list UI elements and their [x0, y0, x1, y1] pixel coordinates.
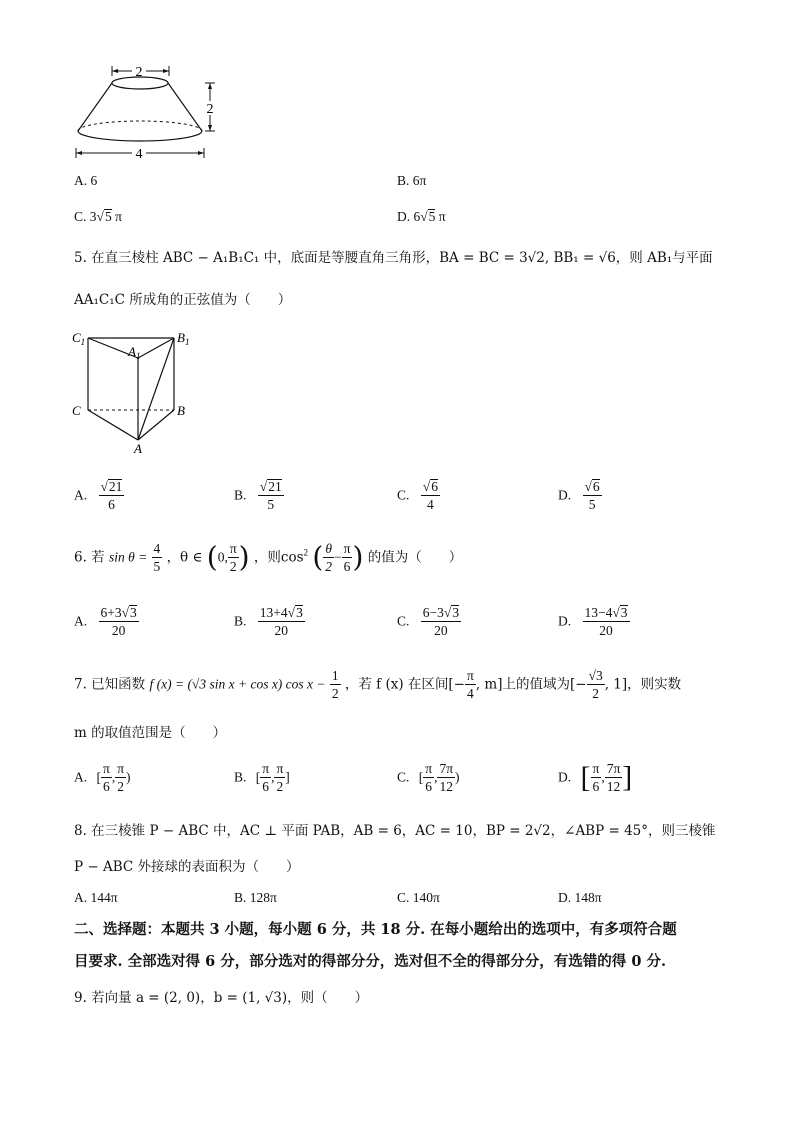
q8-option-d: D. 148π [558, 890, 602, 905]
prism-figure [66, 326, 196, 458]
svg-text:B1: $B_1$ [177, 330, 190, 347]
svg-text:B: B [177, 403, 185, 418]
q6-option-d: D. $\frac{13-4√3}{20}$ [558, 605, 628, 638]
q6-stem: 6. 若 sin θ = $\frac{4}{5}$ ，θ ∈ (0, $\frac{\pi}{2}$ ) ，则$\cos^2$ ( $\frac{\theta}{2}$ − $\frac{\pi}{6}$ ) 的值为（ ） [74, 540, 463, 574]
bottom-width-label: 4 [135, 147, 143, 162]
q7-option-a: A. [ $\frac{\pi}{6}$ , $\frac{\pi}{2}$ ) [74, 761, 131, 794]
q4-c-suffix: π [115, 209, 122, 224]
q4-option-c [74, 209, 122, 225]
q4-c-root: √5 [96, 209, 112, 224]
q8-option-c: C. 140π [397, 890, 440, 905]
frustum-figure [70, 60, 220, 165]
q5-option-d: D. $\frac{√6}{5}$ [558, 479, 600, 512]
q4-option-b: B. 6π [397, 173, 427, 188]
q4-c-prefix: C. 3 [74, 209, 97, 224]
q5-line1: 5. 在直三棱柱 ABC − A₁B₁C₁ 中，底面是等腰直角三角形，BA = BC = 3√2, BB₁ = √6，则 AB₁与平面 [74, 250, 713, 266]
q5-option-c: C. $\frac{√6}{4}$ [397, 479, 438, 512]
q4-d-root: √5 [420, 209, 436, 224]
svg-text:C1: $C_1$ [72, 330, 86, 347]
q7-option-c: C. [ $\frac{\pi}{6}$ , $\frac{7\pi}{12}$ ) [397, 761, 460, 794]
section2-line2: 目要求. 全部选对得 6 分，部分选对的得部分分，选对但不全的得部分分，有选错的得 0 分. [74, 953, 667, 970]
q8-line2: P − ABC 外接球的表面积为（ ） [74, 859, 300, 875]
q8-option-a: A. 144π [74, 890, 118, 905]
q5-option-a: A. $\frac{√21}{6}$ [74, 479, 123, 512]
q4-d-suffix: π [438, 209, 446, 224]
q7-stem: 7. 已知函数 f (x) = (√3 sin x + cos x) cos x − $\frac{1}{2}$ ，若 f (x) 在区间[− $\frac{\pi}{4}$ , m]上的值域为[− $\frac{√3}{2}$ , 1]，则实数 [74, 668, 682, 701]
top-width-label: 2 [135, 65, 143, 80]
q8-line1: 8. 在三棱锥 P − ABC 中，AC ⊥ 平面 PAB，AB = 6，AC = 10，BP = 2√2，∠ABP = 45°，则三棱锥 [74, 823, 716, 839]
q4-option-d [397, 209, 446, 225]
q6-option-b: B. $\frac{13+4√3}{20}$ [234, 605, 303, 638]
q4-d-prefix: D. 6 [397, 209, 421, 224]
q8-option-b: B. 128π [234, 890, 277, 905]
q6-option-a: A. $\frac{6+3√3}{20}$ [74, 605, 137, 638]
q5-line2: AA₁C₁C 所成角的正弦值为（ ） [74, 292, 292, 308]
q4-option-a: A. 6 [74, 173, 98, 188]
q6-option-c: C. $\frac{6-3√3}{20}$ [397, 605, 460, 638]
height-label: 2 [206, 102, 214, 117]
q7-line2: m 的取值范围是（ ） [74, 725, 227, 741]
q9-stem: 9. 若向量 a = (2, 0)，b = (1, √3)，则（ ） [74, 990, 369, 1006]
q7-option-d: D. [ $\frac{\pi}{6}$ , $\frac{7\pi}{12}$ ] [558, 760, 633, 794]
q7-option-b: B. [ $\frac{\pi}{6}$ , $\frac{\pi}{2}$ ] [234, 761, 290, 794]
svg-text:A: A [134, 441, 142, 456]
section2-line1: 二、选择题：本题共 3 小题，每小题 6 分，共 18 分. 在每小题给出的选项中，有多项符合题 [74, 921, 677, 938]
svg-text:C: C [72, 403, 81, 418]
svg-text:A1: $A_1$ [128, 344, 141, 361]
q5-option-b: B. $\frac{√21}{5}$ [234, 479, 282, 512]
